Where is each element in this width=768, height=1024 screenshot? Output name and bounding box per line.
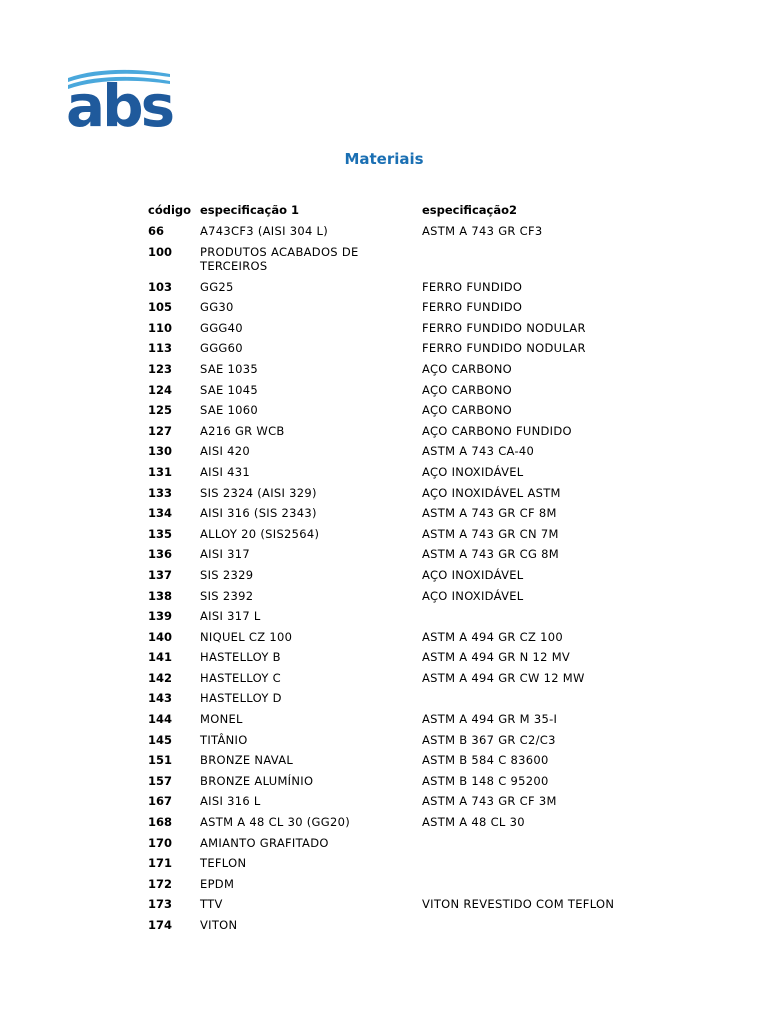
row-codigo: 131 — [148, 464, 173, 479]
header-especificacao-1: especificação 1 — [200, 203, 300, 217]
row-codigo: 168 — [148, 815, 173, 830]
row-especificacao-2 — [422, 856, 642, 877]
row-especificacao-2: ASTM A 743 GR CN 7M — [422, 526, 559, 541]
row-especificacao-1: GGG60 — [200, 341, 243, 356]
row-especificacao-1: AISI 431 — [200, 464, 250, 479]
row-codigo: 141 — [148, 650, 173, 665]
row-especificacao-1: AMIANTO GRAFITADO — [200, 835, 329, 850]
table-row — [148, 794, 642, 815]
row-especificacao-2: AÇO INOXIDÁVEL ASTM — [422, 485, 561, 500]
table-row — [148, 486, 642, 507]
table-row — [148, 383, 642, 404]
row-especificacao-1: MONEL — [200, 712, 243, 727]
table-row — [148, 300, 642, 321]
row-codigo: 123 — [148, 361, 173, 376]
table-row — [148, 589, 642, 610]
row-especificacao-1: ASTM A 48 CL 30 (GG20) — [200, 815, 350, 830]
row-especificacao-2: AÇO INOXIDÁVEL — [422, 588, 524, 603]
table-row — [148, 712, 642, 733]
abs-logo — [66, 66, 172, 138]
row-codigo: 130 — [148, 444, 173, 459]
table-row — [148, 465, 642, 486]
row-codigo: 144 — [148, 712, 173, 727]
row-especificacao-2: ASTM B 367 GR C2/C3 — [422, 732, 556, 747]
row-especificacao-1: GG30 — [200, 300, 234, 315]
row-codigo: 135 — [148, 526, 173, 541]
materials-table — [148, 203, 642, 939]
row-especificacao-1: TTV — [200, 897, 223, 912]
table-row — [148, 568, 642, 589]
row-especificacao-1: GGG40 — [200, 320, 243, 335]
table-row — [148, 774, 642, 795]
row-especificacao-2: ASTM A 743 GR CG 8M — [422, 547, 559, 562]
table-row — [148, 527, 642, 548]
table-row — [148, 280, 642, 301]
row-especificacao-2 — [422, 691, 642, 712]
row-especificacao-2: VITON REVESTIDO COM TEFLON — [422, 897, 615, 912]
table-row — [148, 918, 642, 939]
row-codigo: 105 — [148, 300, 173, 315]
row-especificacao-2: ASTM A 494 GR N 12 MV — [422, 650, 571, 665]
row-codigo: 136 — [148, 547, 173, 562]
table-header-row — [148, 203, 642, 224]
row-especificacao-1: AISI 316 L — [200, 794, 261, 809]
row-especificacao-2: ASTM B 148 C 95200 — [422, 773, 549, 788]
table-row — [148, 321, 642, 342]
row-especificacao-1: HASTELLOY C — [200, 670, 281, 685]
row-especificacao-1: TEFLON — [200, 856, 247, 871]
row-codigo: 103 — [148, 279, 173, 294]
row-especificacao-2: ASTM A 494 GR CZ 100 — [422, 629, 563, 644]
table-row — [148, 403, 642, 424]
row-codigo: 173 — [148, 897, 173, 912]
row-especificacao-1: EPDM — [200, 876, 235, 891]
row-especificacao-2: ASTM A 743 CA-40 — [422, 444, 535, 459]
row-codigo: 174 — [148, 918, 173, 932]
table-row — [148, 630, 642, 651]
row-codigo: 113 — [148, 341, 173, 356]
table-row — [148, 609, 642, 630]
table-row — [148, 671, 642, 692]
row-codigo: 66 — [148, 224, 165, 238]
row-codigo: 124 — [148, 382, 173, 397]
table-row — [148, 691, 642, 712]
row-especificacao-2: AÇO INOXIDÁVEL — [422, 464, 524, 479]
row-especificacao-2: FERRO FUNDIDO — [422, 300, 523, 315]
row-especificacao-1: SAE 1060 — [200, 403, 258, 418]
logo-text: abs — [66, 72, 173, 140]
row-codigo: 167 — [148, 794, 173, 809]
row-codigo: 138 — [148, 588, 173, 603]
row-codigo: 100 — [148, 244, 173, 259]
row-especificacao-2: FERRO FUNDIDO NODULAR — [422, 320, 586, 335]
row-especificacao-2 — [422, 836, 642, 857]
table-row — [148, 547, 642, 568]
row-especificacao-2: FERRO FUNDIDO — [422, 279, 523, 294]
row-especificacao-1: HASTELLOY D — [200, 691, 282, 706]
row-especificacao-1: SAE 1045 — [200, 382, 258, 397]
table-row — [148, 897, 642, 918]
row-especificacao-2: ASTM A 743 GR CF3 — [422, 224, 543, 238]
table-row — [148, 733, 642, 754]
row-especificacao-2: AÇO CARBONO — [422, 382, 512, 397]
row-codigo: 110 — [148, 320, 173, 335]
row-especificacao-1: PRODUTOS ACABADOS DE TERCEIROS — [200, 244, 359, 274]
row-especificacao-1: SIS 2329 — [200, 567, 254, 582]
table-row — [148, 444, 642, 465]
row-codigo: 139 — [148, 609, 173, 624]
row-especificacao-1: AISI 420 — [200, 444, 250, 459]
row-especificacao-1: A743CF3 (AISI 304 L) — [200, 224, 329, 238]
header-especificacao-2: especificação2 — [422, 203, 518, 217]
page-title: Materiais — [344, 150, 424, 168]
row-especificacao-1: AISI 317 — [200, 547, 250, 562]
row-codigo: 140 — [148, 629, 173, 644]
row-especificacao-2: AÇO CARBONO — [422, 403, 512, 418]
row-codigo: 171 — [148, 856, 173, 871]
row-codigo: 133 — [148, 485, 173, 500]
row-especificacao-2: FERRO FUNDIDO NODULAR — [422, 341, 586, 356]
table-row — [148, 836, 642, 857]
row-especificacao-1: A216 GR WCB — [200, 423, 285, 438]
row-especificacao-2: ASTM A 494 GR M 35-I — [422, 712, 558, 727]
row-codigo: 151 — [148, 753, 173, 768]
row-especificacao-1: SIS 2392 — [200, 588, 254, 603]
row-especificacao-1: SAE 1035 — [200, 361, 258, 376]
row-especificacao-2: AÇO INOXIDÁVEL — [422, 567, 524, 582]
table-row — [148, 424, 642, 445]
table-row — [148, 362, 642, 383]
row-especificacao-1: AISI 316 (SIS 2343) — [200, 506, 317, 521]
row-especificacao-2: AÇO CARBONO — [422, 361, 512, 376]
row-especificacao-2 — [422, 918, 642, 939]
row-especificacao-1: BRONZE NAVAL — [200, 753, 294, 768]
table-row — [148, 877, 642, 898]
row-codigo: 157 — [148, 773, 173, 788]
row-especificacao-1: HASTELLOY B — [200, 650, 281, 665]
row-especificacao-2: ASTM A 48 CL 30 — [422, 815, 525, 830]
row-especificacao-2: ASTM A 494 GR CW 12 MW — [422, 670, 585, 685]
row-especificacao-1: ALLOY 20 (SIS2564) — [200, 526, 320, 541]
row-especificacao-2: ASTM A 743 GR CF 8M — [422, 506, 557, 521]
table-row — [148, 506, 642, 527]
row-codigo: 127 — [148, 423, 173, 438]
table-row — [148, 245, 642, 280]
table-row — [148, 650, 642, 671]
row-especificacao-1: BRONZE ALUMÍNIO — [200, 773, 314, 788]
row-codigo: 143 — [148, 691, 173, 706]
table-row — [148, 815, 642, 836]
row-codigo: 170 — [148, 835, 173, 850]
row-codigo: 145 — [148, 732, 173, 747]
row-especificacao-2 — [422, 877, 642, 898]
row-especificacao-2: ASTM A 743 GR CF 3M — [422, 794, 557, 809]
row-especificacao-2: AÇO CARBONO FUNDIDO — [422, 423, 572, 438]
row-especificacao-2 — [422, 245, 642, 280]
row-especificacao-2: ASTM B 584 C 83600 — [422, 753, 549, 768]
header-codigo: código — [148, 203, 192, 217]
row-especificacao-1: SIS 2324 (AISI 329) — [200, 485, 317, 500]
row-especificacao-2 — [422, 609, 642, 630]
table-row — [148, 224, 642, 245]
row-codigo: 142 — [148, 670, 173, 685]
table-row — [148, 856, 642, 877]
table-row — [148, 341, 642, 362]
row-especificacao-1: GG25 — [200, 279, 234, 294]
row-especificacao-1: NIQUEL CZ 100 — [200, 629, 293, 644]
row-especificacao-1: AISI 317 L — [200, 609, 261, 624]
row-codigo: 125 — [148, 403, 173, 418]
row-codigo: 137 — [148, 567, 173, 582]
row-especificacao-1: VITON — [200, 918, 238, 932]
row-codigo: 172 — [148, 876, 173, 891]
table-row — [148, 753, 642, 774]
table-body — [148, 224, 642, 939]
row-especificacao-1: TITÂNIO — [200, 732, 248, 747]
row-codigo: 134 — [148, 506, 173, 521]
